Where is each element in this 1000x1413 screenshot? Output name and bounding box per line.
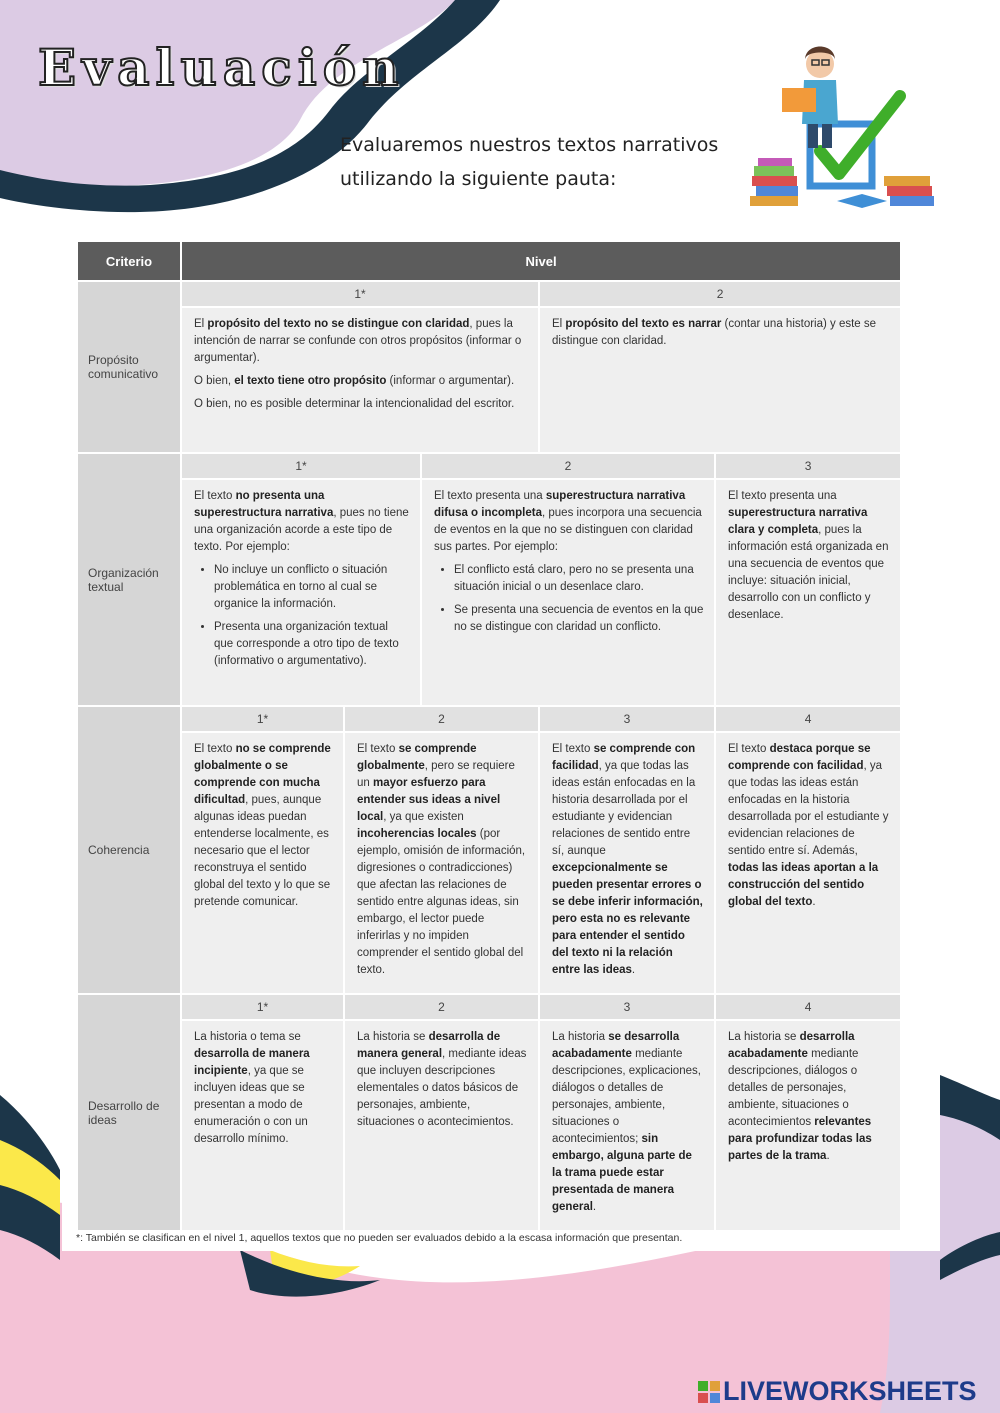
cell-paragraph: La historia se desarrolla acabadamente mediante descripciones, diálogos o detalles de personajes, ambiente, situaciones o acontecimientos relevantes para profundizar todas las partes de la trama. [728, 1031, 872, 1162]
bold-run: no presenta una superestructura narrativa [194, 490, 334, 519]
level-label: 2 [344, 994, 539, 1020]
teacher-avatar-icon [782, 47, 838, 149]
list-item: • Presenta una organización textual que corresponde a otro tipo de texto (informativo o argumentativo). [214, 619, 410, 670]
cell-paragraph: El propósito del texto es narrar (contar una historia) y este se distingue con claridad. [552, 318, 877, 347]
rubric-cell [539, 732, 715, 994]
level-label: 2 [539, 281, 901, 307]
criterion-desarrollo: Desarrollo de ideas [77, 994, 181, 1231]
rubric-cell [181, 732, 344, 994]
cell-paragraph: O bien, no es posible determinar la intencionalidad del escritor. [194, 398, 515, 410]
rubric-cell [181, 307, 539, 453]
header-criterio: Criterio [77, 241, 181, 281]
rubric-table [76, 240, 902, 1232]
cell-paragraph: El texto no presenta una superestructura narrativa, pues no tiene una organización acorde a este tipo de texto. Por ejemplo: [194, 490, 409, 553]
bold-run: superestructura narrativa clara y completa [728, 507, 868, 536]
level-label: 2 [421, 453, 715, 479]
level-label: 4 [715, 706, 901, 732]
level-label: 3 [715, 453, 901, 479]
bold-run: propósito del texto es narrar [565, 318, 722, 330]
teacher-checkmark-illustration [742, 36, 942, 221]
bold-run: propósito del texto no se distingue con claridad [207, 318, 470, 330]
rubric-cell [181, 479, 421, 706]
rubric-cell [715, 479, 901, 706]
bold-run: superestructura narrativa difusa o incompleta [434, 490, 686, 519]
bold-run: se comprende con facilidad [552, 743, 696, 772]
cell-paragraph: La historia o tema se desarrolla de manera incipiente, ya que se incluyen ideas que se presentan a modo de enumeración o con un desarrollo mínimo. [194, 1031, 310, 1145]
open-book-icon [837, 194, 887, 208]
rubric-cell [715, 732, 901, 994]
intro-line-2: utilizando la siguiente pauta: [340, 168, 617, 190]
level-label: 1* [181, 281, 539, 307]
bold-run: excepcionalmente se pueden presentar errores o se debe inferir información, pero esta no es relevante para entender el sentido del texto ni la relación entre las ideas [552, 862, 703, 976]
list-item: • El conflicto está claro, pero no se presenta una situación inicial o un desenlace claro. [454, 562, 704, 596]
bold-run: no se comprende globalmente o se comprende con mucha dificultad [194, 743, 331, 806]
cell-paragraph: El texto presenta una superestructura narrativa difusa o incompleta, pues incorpora una secuencia de eventos en la que no se distinguen con claridad sus partes. Por ejemplo: [434, 490, 702, 553]
cell-paragraph: El texto no se comprende globalmente o se comprende con mucha dificultad, pues, aunque algunas ideas puedan entenderse localmente, es necesario que el lector reconstruya el sentido global del texto y lo que se pretende comunicar. [194, 743, 331, 908]
liveworksheets-logo[interactable] [698, 1376, 977, 1407]
level-label: 1* [181, 706, 344, 732]
bold-run: desarrolla de manera general [357, 1031, 501, 1060]
list-item: • No incluye un conflicto o situación problemática en torno al cual se organice la información. [214, 562, 410, 613]
page-title: Evaluación [38, 38, 405, 97]
cell-paragraph: La historia se desarrolla acabadamente mediante descripciones, explicaciones, diálogos o detalles de personajes, ambiente, situaciones o acontecimientos; sin embargo, alguna parte de la trama puede estar presentada de manera general. [552, 1031, 701, 1213]
rubric-cell [344, 1020, 539, 1231]
footnote: *: También se clasifican en el nivel 1, aquellos textos que no pueden ser evaluados debido a la escasa información que presentan. [76, 1232, 683, 1244]
level-label: 3 [539, 994, 715, 1020]
level-label: 3 [539, 706, 715, 732]
criterion-organizacion: Organización textual [77, 453, 181, 706]
intro-line-1: Evaluaremos nuestros textos narrativos [340, 134, 719, 156]
cell-bullet-list [194, 562, 410, 670]
cell-paragraph: El texto destaca porque se comprende con facilidad, ya que todas las ideas están enfocadas en la historia desarrollada por el estudiante y evidencian relaciones de sentido entre sí. Además, todas las ideas aportan a la construcción del sentido global del texto. [728, 743, 889, 908]
rubric-cell [421, 479, 715, 706]
intro-text [340, 128, 740, 196]
header-nivel: Nivel [181, 241, 901, 281]
bold-run: se desarrolla acabadamente [552, 1031, 680, 1060]
level-label: 1* [181, 453, 421, 479]
rubric-cell [344, 732, 539, 994]
liveworksheets-mark-icon [698, 1381, 720, 1403]
bold-run: destaca porque se comprende con facilidad [728, 743, 871, 772]
rubric-cell [539, 1020, 715, 1231]
cell-bullet-list [434, 562, 704, 636]
rubric-cell [715, 1020, 901, 1231]
bold-run: todas las ideas aportan a la construcción del sentido global del texto [728, 862, 879, 908]
books-stack-right-icon [884, 176, 934, 206]
bold-run: sin embargo, alguna parte de la trama puede estar presentada de manera general [552, 1133, 692, 1213]
cell-paragraph: O bien, el texto tiene otro propósito (informar o argumentar). [194, 375, 515, 387]
criterion-proposito: Propósito comunicativo [77, 281, 181, 453]
books-stack-left-icon [750, 158, 798, 206]
bold-run: incoherencias locales [357, 828, 477, 840]
criterion-coherencia: Coherencia [77, 706, 181, 994]
bold-run: desarrolla acabadamente [728, 1031, 855, 1060]
bold-run: desarrolla de manera incipiente [194, 1048, 310, 1077]
cell-paragraph: El texto se comprende con facilidad, ya que todas las ideas están enfocadas en la historia desarrollada por el estudiante y evidencian relaciones de sentido entre sí, aunque excepcionalmente se pueden presentar errores o se debe inferir información, pero esta no es relevante para entender el sentido del texto ni la relación entre las ideas. [552, 743, 703, 976]
list-item: • Se presenta una secuencia de eventos en la que no se distingue con claridad un conflicto. [454, 602, 704, 636]
cell-paragraph: La historia se desarrolla de manera general, mediante ideas que incluyen descripciones elementales o datos básicos de personajes, ambiente, situaciones o acontecimientos. [357, 1031, 527, 1128]
bold-run: relevantes para profundizar todas las partes de la trama [728, 1116, 872, 1162]
bold-run: se comprende globalmente [357, 743, 477, 772]
cell-paragraph: El texto se comprende globalmente, pero se requiere un mayor esfuerzo para entender sus ideas a nivel local, ya que existen incoherencias locales (por ejemplo, omisión de información, digresiones o contradicciones) que afectan las relaciones de sentido entre algunas ideas, sin embargo, el lector puede inferirlas y no impiden comprender el sentido global del texto. [357, 743, 526, 976]
bold-run: mayor esfuerzo para entender sus ideas a nivel local [357, 777, 501, 823]
cell-paragraph: El propósito del texto no se distingue con claridad, pues la intención de narrar se confunde con otros propósitos (informar o argumentar). [194, 318, 522, 364]
logo-text: LIVEWORKSHEETS [723, 1376, 977, 1406]
level-label: 1* [181, 994, 344, 1020]
rubric-cell [181, 1020, 344, 1231]
level-label: 4 [715, 994, 901, 1020]
bold-run: el texto tiene otro propósito [234, 375, 387, 387]
level-label: 2 [344, 706, 539, 732]
rubric-cell [539, 307, 901, 453]
cell-paragraph: El texto presenta una superestructura narrativa clara y completa, pues la información está organizada en una secuencia de eventos que incluye: situación inicial, desarrollo con un conflicto y desenlace. [728, 490, 889, 621]
